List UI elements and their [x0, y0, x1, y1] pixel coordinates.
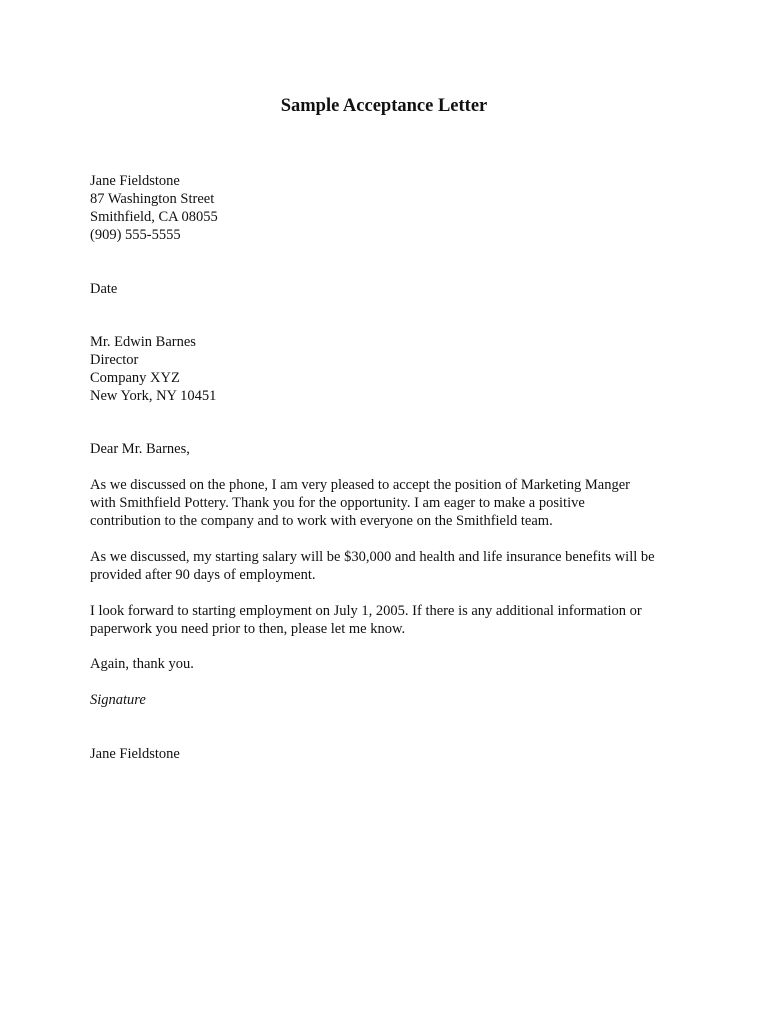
recipient-address — [90, 333, 690, 405]
paragraph-line: As we discussed on the phone, I am very pleased to accept the position of Marketing Manger — [90, 477, 630, 493]
recipient-city-state-zip: New York, NY 10451 — [90, 388, 217, 404]
salutation — [90, 440, 690, 458]
paragraph-line: paperwork you need prior to then, please let me know. — [90, 621, 406, 637]
paragraph-line: with Smithfield Pottery. Thank you for the opportunity. I am eager to make a positive — [90, 495, 585, 511]
body-paragraph-3 — [90, 602, 690, 638]
salutation-text: Dear Mr. Barnes, — [90, 441, 190, 457]
recipient-title: Director — [90, 352, 139, 368]
sender-city-state-zip: Smithfield, CA 08055 — [90, 209, 218, 225]
sender-phone: (909) 555-5555 — [90, 227, 181, 243]
signer-name-block — [90, 745, 690, 763]
paragraph-line: provided after 90 days of employment. — [90, 567, 316, 583]
signature — [90, 691, 690, 709]
paragraph-line: As we discussed, my starting salary will be $30,000 and health and life insurance benefits will be — [90, 549, 655, 565]
body-paragraph-1 — [90, 476, 690, 530]
recipient-name: Mr. Edwin Barnes — [90, 334, 196, 350]
sender-street: 87 Washington Street — [90, 191, 215, 207]
letter-date — [90, 280, 690, 298]
paragraph-line: contribution to the company and to work with everyone on the Smithfield team. — [90, 513, 553, 529]
document-title: Sample Acceptance Letter — [280, 96, 488, 116]
paragraph-line: I look forward to starting employment on July 1, 2005. If there is any additional information or — [90, 603, 642, 619]
closing — [90, 655, 690, 673]
recipient-company: Company XYZ — [90, 370, 180, 386]
signer-name: Jane Fieldstone — [90, 746, 180, 762]
date-text: Date — [90, 281, 118, 297]
sender-address — [90, 172, 690, 244]
signature-text: Signature — [90, 692, 146, 708]
closing-text: Again, thank you. — [90, 656, 194, 672]
sender-name: Jane Fieldstone — [90, 173, 180, 189]
body-paragraph-2 — [90, 548, 690, 584]
